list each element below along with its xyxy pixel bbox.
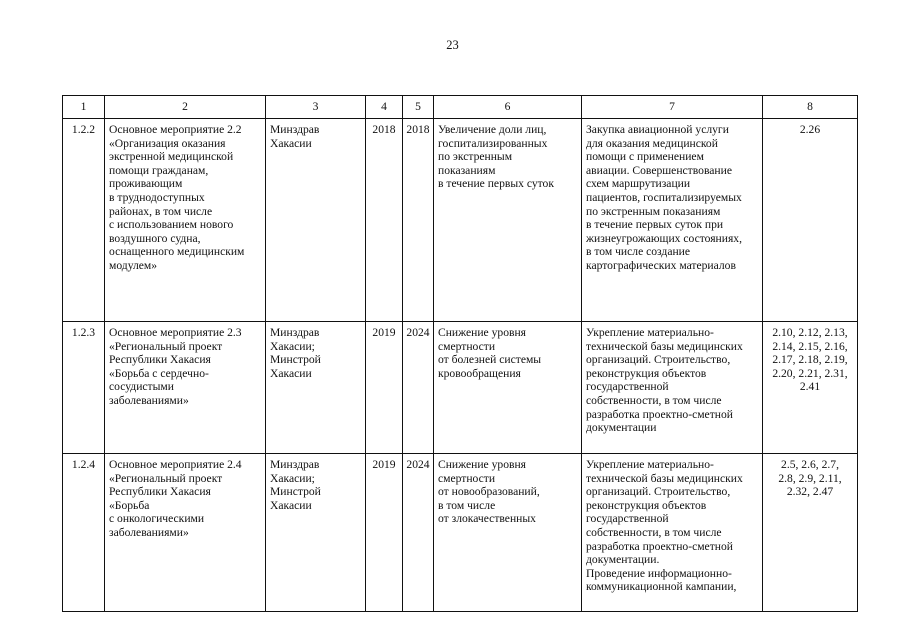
indicators-cell: 2.10, 2.12, 2.13, 2.14, 2.15, 2.16, 2.17, 2.18, 2.19, 2.20, 2.21, 2.31, 2.41 — [763, 322, 858, 454]
header-cell: 1 — [63, 96, 105, 119]
row-number: 1.2.2 — [63, 119, 105, 322]
header-cell: 4 — [366, 96, 403, 119]
end-year-cell: 2024 — [403, 454, 434, 612]
start-year-cell: 2018 — [366, 119, 403, 322]
table-header-row — [63, 96, 858, 119]
start-year-cell: 2019 — [366, 322, 403, 454]
table-row — [63, 454, 858, 612]
directions-cell: Укрепление материально- технической базы медицинских организаций. Строительство, реконструкция объектов государственной собственности, в том числе разработка проектно-сметной документации. Проведение информационно- коммуникационной кампании, — [582, 454, 763, 612]
executor-cell: Минздрав Хакасии — [266, 119, 366, 322]
header-cell: 7 — [582, 96, 763, 119]
directions-cell: Укрепление материально- технической базы медицинских организаций. Строительство, реконструкция объектов государственной собственности, в том числе разработка проектно-сметной документации — [582, 322, 763, 454]
row-number: 1.2.4 — [63, 454, 105, 612]
event-cell: Основное мероприятие 2.2 «Организация оказания экстренной медицинской помощи гражданам, проживающим в труднодоступных районах, в том числе с использованием нового воздушного судна, оснащенного медицинским модулем» — [105, 119, 266, 322]
end-year-cell: 2018 — [403, 119, 434, 322]
executor-cell: Минздрав Хакасии; Минстрой Хакасии — [266, 322, 366, 454]
executor-cell: Минздрав Хакасии; Минстрой Хакасии — [266, 454, 366, 612]
header-cell: 2 — [105, 96, 266, 119]
result-cell: Снижение уровня смертности от новообразований, в том числе от злокачественных — [434, 454, 582, 612]
row-number: 1.2.3 — [63, 322, 105, 454]
start-year-cell: 2019 — [366, 454, 403, 612]
table-row — [63, 119, 858, 322]
event-cell: Основное мероприятие 2.3 «Региональный проект Республики Хакасия «Борьба с сердечно- сосудистыми заболеваниями» — [105, 322, 266, 454]
indicators-cell: 2.26 — [763, 119, 858, 322]
header-cell: 5 — [403, 96, 434, 119]
event-cell: Основное мероприятие 2.4 «Региональный проект Республики Хакасия «Борьба с онкологическими заболеваниями» — [105, 454, 266, 612]
page-number: 23 — [446, 38, 459, 52]
program-table — [62, 95, 858, 612]
end-year-cell: 2024 — [403, 322, 434, 454]
indicators-cell: 2.5, 2.6, 2.7, 2.8, 2.9, 2.11, 2.32, 2.47 — [763, 454, 858, 612]
header-cell: 8 — [763, 96, 858, 119]
result-cell: Снижение уровня смертности от болезней системы кровообращения — [434, 322, 582, 454]
table-row — [63, 322, 858, 454]
header-cell: 6 — [434, 96, 582, 119]
directions-cell: Закупка авиационной услуги для оказания медицинской помощи с применением авиации. Совершенствование схем маршрутизации пациентов, госпитализируемых по экстренным показаниям в течение первых суток при жизнеугрожающих состояниях, в том числе создание картографических материалов — [582, 119, 763, 322]
result-cell: Увеличение доли лиц, госпитализированных по экстренным показаниям в течение первых суток — [434, 119, 582, 322]
header-cell: 3 — [266, 96, 366, 119]
